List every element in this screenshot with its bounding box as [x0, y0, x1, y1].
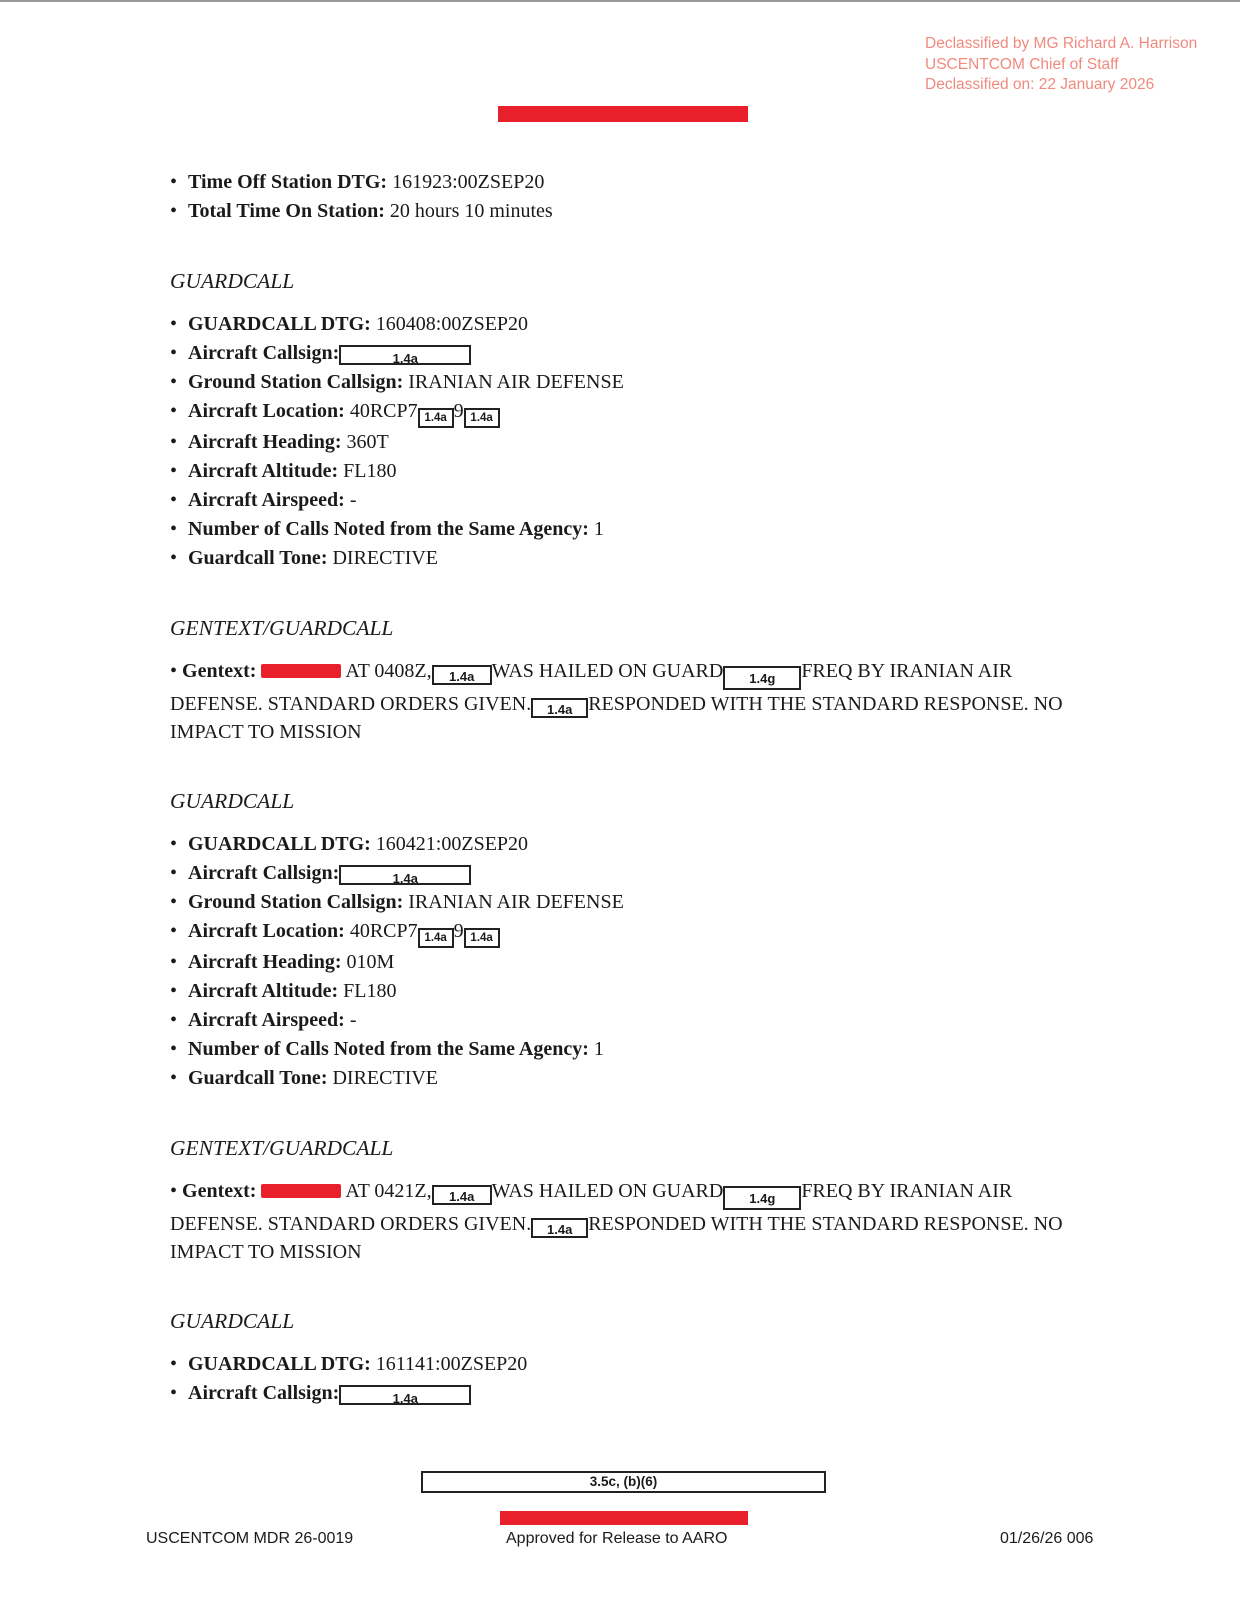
redaction-box: 1.4a: [339, 1385, 471, 1405]
list-item: • Number of Calls Noted from the Same Agency: 1: [170, 515, 1110, 544]
redaction-box: 1.4a: [531, 698, 588, 718]
section-title-gentext-1: GENTEXT/GUARDCALL: [170, 616, 394, 640]
list-item: • GUARDCALL DTG: 160408:00ZSEP20: [170, 310, 1110, 339]
list-item: • Aircraft Callsign: 1.4a: [170, 1379, 1110, 1408]
list-item: • Time Off Station DTG: 161923:00ZSEP20: [170, 168, 1110, 197]
redaction-box: 1.4g: [723, 666, 801, 690]
list-item: • Ground Station Callsign: IRANIAN AIR DEFENSE: [170, 888, 1110, 917]
list-item: • GUARDCALL DTG: 161141:00ZSEP20: [170, 1350, 1110, 1379]
list-item: • Aircraft Heading: 360T: [170, 428, 1110, 457]
document-body: [170, 168, 1110, 1408]
redaction-box: 1.4a: [418, 928, 454, 948]
guardcall-1-list: [170, 310, 1110, 573]
section-title-guardcall-2: GUARDCALL: [170, 789, 295, 813]
redaction-box: 1.4a: [339, 865, 471, 885]
redaction-box: 1.4g: [723, 1186, 801, 1210]
list-item: • GUARDCALL DTG: 160421:00ZSEP20: [170, 830, 1110, 859]
footer-redaction-bar: [500, 1511, 748, 1525]
list-item: • Aircraft Callsign: 1.4a: [170, 859, 1110, 888]
list-item: • Aircraft Altitude: FL180: [170, 977, 1110, 1006]
guardcall-2-list: [170, 830, 1110, 1093]
list-item: • Aircraft Airspeed: -: [170, 1006, 1110, 1035]
station-time-list: [170, 168, 1110, 226]
exemption-box: 3.5c, (b)(6): [421, 1471, 826, 1493]
list-item: • Guardcall Tone: DIRECTIVE: [170, 1064, 1110, 1093]
list-item: • Number of Calls Noted from the Same Agency: 1: [170, 1035, 1110, 1064]
footer-release-note: Approved for Release to AARO: [506, 1530, 728, 1547]
declassification-stamp: [925, 34, 1197, 96]
section-title-gentext-2: GENTEXT/GUARDCALL: [170, 1136, 394, 1160]
redaction-box: 1.4a: [432, 665, 492, 685]
redaction-box: 1.4a: [339, 345, 471, 365]
list-item: • Aircraft Heading: 010M: [170, 948, 1110, 977]
stamp-line-3: Declassified on: 22 January 2026: [925, 76, 1155, 93]
list-item: • Aircraft Location: 40RCP7 1.4a 9 1.4a: [170, 397, 1110, 428]
list-item: • Total Time On Station: 20 hours 10 minutes: [170, 197, 1110, 226]
redaction-mark: [261, 664, 341, 678]
page-top-border: [0, 0, 1240, 2]
redaction-box: 1.4a: [464, 928, 500, 948]
footer-date-code: 01/26/26 006: [1000, 1530, 1094, 1547]
footer-document-id: USCENTCOM MDR 26-0019: [146, 1530, 354, 1547]
redaction-box: 1.4a: [432, 1185, 492, 1205]
list-item: • Aircraft Callsign: 1.4a: [170, 339, 1110, 368]
list-item: • Aircraft Airspeed: -: [170, 486, 1110, 515]
redaction-box: 1.4a: [418, 408, 454, 428]
gentext-1-paragraph: • Gentext: AT 0408Z, 1.4a WAS HAILED ON GUARD 1.4g FREQ BY IRANIAN AIR DEFENSE. STANDARD ORDERS GIVEN. 1.4a RESPONDED WITH THE STANDARD RESPONSE. NO IMPACT TO MISSION: [170, 660, 1063, 743]
redaction-mark: [261, 1184, 341, 1198]
list-item: • Aircraft Altitude: FL180: [170, 457, 1110, 486]
guardcall-3-list: [170, 1350, 1110, 1408]
gentext-2-paragraph: • Gentext: AT 0421Z, 1.4a WAS HAILED ON GUARD 1.4g FREQ BY IRANIAN AIR DEFENSE. STANDARD ORDERS GIVEN. 1.4a RESPONDED WITH THE STANDARD RESPONSE. NO IMPACT TO MISSION: [170, 1180, 1063, 1263]
stamp-line-2: USCENTCOM Chief of Staff: [925, 55, 1119, 73]
redaction-box: 1.4a: [531, 1218, 588, 1238]
stamp-line-1: Declassified by MG Richard A. Harrison: [925, 35, 1198, 52]
section-title-guardcall-3: GUARDCALL: [170, 1309, 295, 1333]
list-item: • Aircraft Location: 40RCP7 1.4a 9 1.4a: [170, 917, 1110, 948]
section-title-guardcall-1: GUARDCALL: [170, 269, 295, 293]
redaction-box: 1.4a: [464, 408, 500, 428]
list-item: • Ground Station Callsign: IRANIAN AIR DEFENSE: [170, 368, 1110, 397]
list-item: • Guardcall Tone: DIRECTIVE: [170, 544, 1110, 573]
header-redaction-bar: [498, 106, 748, 122]
